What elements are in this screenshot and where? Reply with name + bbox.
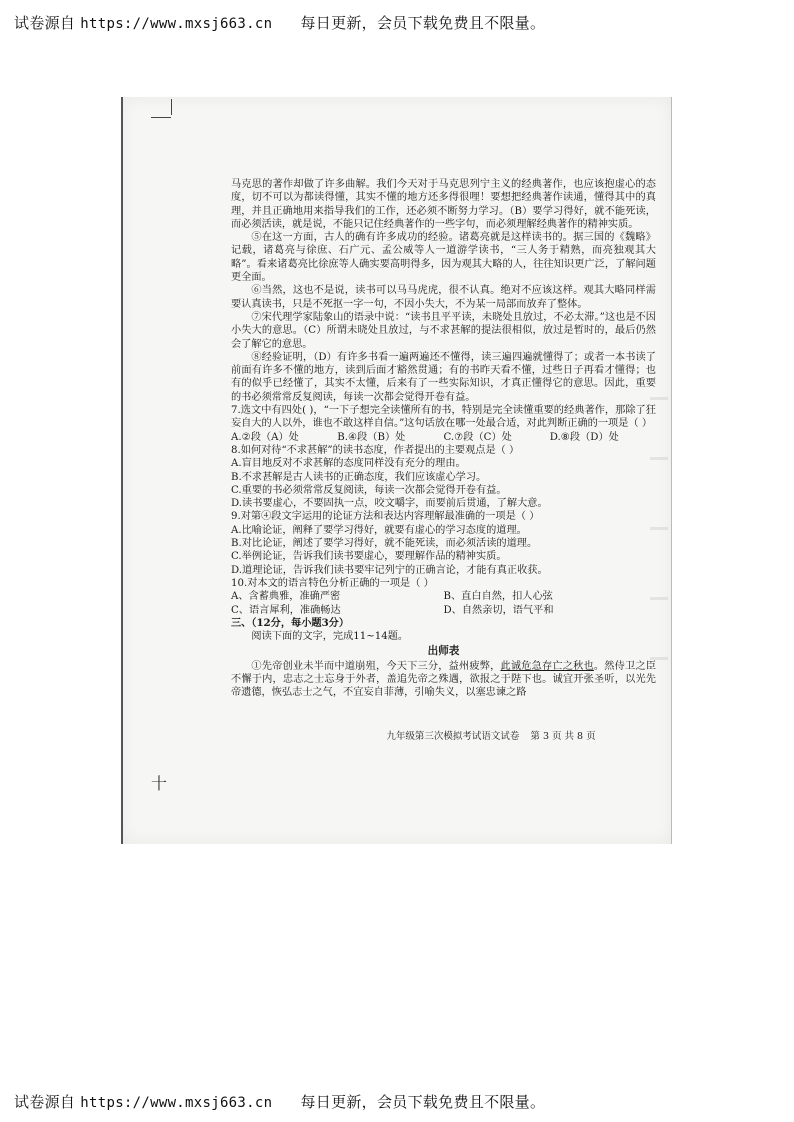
question-10-options xyxy=(231,590,656,617)
option: D.⑧段（D）处 xyxy=(549,431,619,443)
top-banner xyxy=(14,12,545,33)
option: A.比喻论证，阐释了要学习得好，就要有虚心的学习态度的道理。 xyxy=(231,524,527,536)
question-7-stem: 7.选文中有四处( )，“一下子想完全读懂所有的书，特别是完全读懂重要的经典著作，那除了狂妄自大的人以外，谁也不敢这样自信。”这句话放在哪一处最合适，对此判断正确的一项是（ ） xyxy=(231,405,656,430)
option: C、语言犀利，准确畅达 xyxy=(231,604,341,616)
section-3-instruction: 阅读下面的文字，完成11~14题。 xyxy=(251,631,409,643)
passage-paragraph: 马克思的著作却做了许多曲解。我们今天对于马克思列宁主义的经典著作，也应该抱虚心的态度，切不可以为都读得懂，其实不懂的地方还多得很哩！要想把经典著作读通，懂得其中的真理，并且正确地用来指导我们的工作，还必须不断努力学习。（B）要学习得好，就不能死读，而必须活读，就是说，不能只记住经典著作的一些字句，而必须理解经典著作的精神实质。 xyxy=(231,179,656,230)
passage-text-b: 。然侍卫之臣不懈于内，忠志之士忘身于外者，盖追先帝之殊遇，欲报之于陛下也。诚宜开张圣听，以光先帝遗德，恢弘志士之气，不宜妄自菲薄，引喻失义，以塞忠谏之路 xyxy=(231,660,657,699)
option: B.不求甚解是古人读书的正确态度，我们应该虚心学习。 xyxy=(231,471,487,483)
passage-paragraph: ⑥当然，这也不是说，读书可以马马虎虎，很不认真。绝对不应该这样。观其大略同样需要认真读书，只是不死抠一字一句，不因小失大，不为某一局部而放弃了整体。 xyxy=(231,285,656,310)
option: C.举例论证，告诉我们读书要虚心，要理解作品的精神实质。 xyxy=(231,551,507,563)
classical-passage xyxy=(231,660,656,700)
underlined-phrase: 此诚危急存亡之秋也 xyxy=(500,660,594,672)
crop-mark-top xyxy=(151,117,171,118)
option: C.重要的书必须常常反复阅读，每读一次都会觉得开卷有益。 xyxy=(231,484,507,496)
passage-paragraph: ⑦宋代理学家陆象山的语录中说：“读书且平平读，未晓处且放过，不必太滞。”这也是不因小失大的意思。（C）所谓未晓处且放过，与不求甚解的提法很相似，放过是暂时的，最后仍然会了解它的意思。 xyxy=(231,311,656,350)
scanned-exam-page xyxy=(121,97,672,844)
exam-name: 九年级第三次模拟考试语文试卷 xyxy=(386,731,520,742)
option: A.②段（A）处 xyxy=(231,431,299,443)
question-7-options xyxy=(231,431,656,444)
banner-url-link[interactable]: https://www.mxsj663.cn xyxy=(80,1095,273,1111)
banner-url-link[interactable]: https://www.mxsj663.cn xyxy=(80,16,273,32)
question-10-stem: 10.对本文的语言特色分析正确的一项是（ ） xyxy=(231,577,434,589)
bleed-mark xyxy=(650,397,668,400)
bleed-mark xyxy=(650,457,668,460)
banner-slogan: 每日更新，会员下载免费且不限量。 xyxy=(300,1093,546,1111)
passage-paragraph: ⑤在这一方面，古人的确有许多成功的经验。诸葛亮就是这样读书的。据三国的《魏略》记载，诸葛亮与徐庶、石广元、孟公威等人一道游学读书，“三人务于精熟，而亮独观其大略”。看来诸葛亮比徐庶等人确实要高明得多，因为观其大略的人，往往知识更广泛，了解问题更全面。 xyxy=(231,232,656,284)
option: B、直白自然，扣人心弦 xyxy=(443,591,553,603)
question-9-stem: 9.对第④段文字运用的论证方法和表达内容理解最准确的一项是（ ） xyxy=(231,511,540,523)
crop-mark-bottom: 十 xyxy=(151,774,168,793)
page-footer xyxy=(321,728,661,742)
bleed-mark xyxy=(650,527,668,530)
section-3-heading: 三、（12分，每小题3分） xyxy=(231,616,350,629)
option: B.④段（B）处 xyxy=(337,431,406,443)
option: D.道理论证，告诉我们读书要牢记列宁的正确言论，才能有真正收获。 xyxy=(231,564,548,576)
crop-tick-top xyxy=(171,99,172,115)
question-8-stem: 8.如何对待“不求甚解”的读书态度，作者提出的主要观点是（ ） xyxy=(231,444,520,456)
passage-paragraph: ⑧经验证明，（D）有许多书看一遍两遍还不懂得，读三遍四遍就懂得了；或者一本书读了前面有许多不懂的地方，读到后面才豁然贯通；有的书昨天看不懂，过些日子再看才懂得；也有的似乎已经懂了，其实不太懂，后来有了一些实际知识，才真正懂得它的意思。因此，重要的书必须常常反复阅读，每读一次都会觉得开卷有益。 xyxy=(231,351,656,403)
scan-edge-left xyxy=(121,97,123,844)
passage-text-a: ①先帝创业未半而中道崩殂，今天下三分，益州疲弊， xyxy=(251,660,501,672)
option: A.盲目地反对不求甚解的态度同样没有充分的理由。 xyxy=(231,458,466,470)
option: D.读书要虚心，不要固执一点，咬文嚼字，而要前后贯通，了解大意。 xyxy=(231,498,548,510)
bottom-banner xyxy=(14,1091,545,1112)
passage-title: 出师表 xyxy=(427,645,460,658)
banner-slogan: 每日更新，会员下载免费且不限量。 xyxy=(300,14,546,32)
exam-content xyxy=(231,178,656,700)
option: D、自然亲切，语气平和 xyxy=(443,604,554,616)
option: A、含蓄典雅，准确严密 xyxy=(231,591,341,603)
bleed-mark xyxy=(650,597,668,600)
banner-site-label: 试卷源自 xyxy=(14,1093,76,1111)
page-number: 第 3 页 共 8 页 xyxy=(530,731,596,742)
banner-site-label: 试卷源自 xyxy=(14,14,76,32)
option: B.对比论证，阐述了要学习得好，就不能死读，而必须活读的道理。 xyxy=(231,538,538,550)
bleed-mark xyxy=(650,657,668,660)
scan-edge-right xyxy=(671,97,672,844)
option: C.⑦段（C）处 xyxy=(443,431,512,443)
